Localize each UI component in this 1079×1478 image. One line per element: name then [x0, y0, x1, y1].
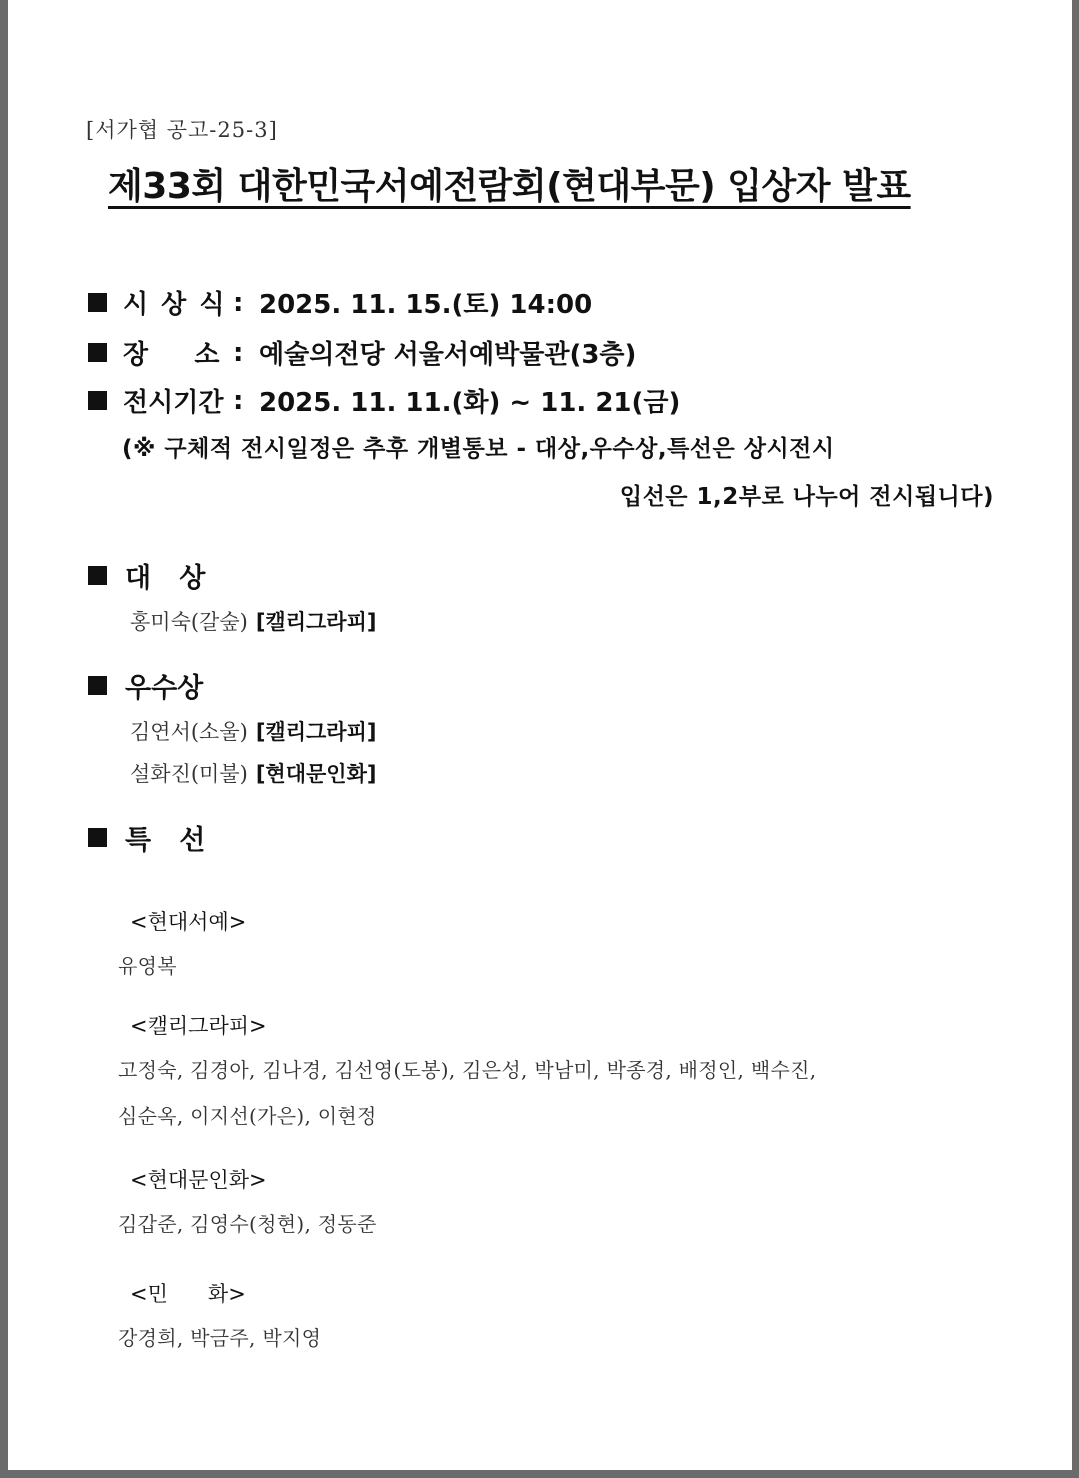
section-heading: 특 선 — [125, 825, 206, 856]
special-category: <현대서예> — [130, 910, 247, 934]
exhibition-note-line2: 입선은 1,2부로 나누어 전시됩니다) — [619, 484, 994, 510]
special-names: 김갑준, 김영수(청현), 정동준 — [118, 1212, 377, 1236]
square-bullet-icon — [88, 828, 107, 847]
section-heading: 대 상 — [125, 563, 206, 594]
special-category: <현대문인화> — [130, 1168, 267, 1192]
winner-name: 설화진(미불) — [130, 762, 248, 786]
exhibition-note-line1: (※ 구체적 전시일정은 추후 개별통보 - 대상,우수상,특선은 상시전시 — [122, 436, 835, 462]
info-label: 장 소 — [123, 340, 222, 370]
info-label: 전시기간 — [123, 388, 224, 418]
square-bullet-icon — [88, 343, 107, 362]
section-grand-prize — [88, 556, 205, 595]
info-value: 예술의전당 서울서예박물관(3층) — [259, 340, 637, 370]
square-bullet-icon — [88, 293, 107, 312]
info-colon: : — [233, 385, 244, 416]
special-names: 강경희, 박금주, 박지영 — [118, 1326, 322, 1350]
page-title: 제33회 대한민국서예전람회(현대부문) 입상자 발표 — [108, 166, 911, 207]
info-label: 시 상 식 — [123, 290, 227, 320]
winner-name: 김연서(소울) — [130, 720, 248, 744]
info-period — [88, 382, 680, 419]
info-ceremony — [88, 284, 592, 321]
section-special — [88, 818, 205, 857]
info-venue — [88, 334, 636, 371]
winner-category: [캘리그라피] — [255, 610, 377, 634]
square-bullet-icon — [88, 566, 107, 585]
winner-entry — [130, 716, 376, 746]
special-category: <민 화> — [130, 1282, 246, 1306]
special-category: <캘리그라피> — [130, 1014, 267, 1038]
info-value: 2025. 11. 15.(토) 14:00 — [259, 290, 593, 320]
square-bullet-icon — [88, 676, 107, 695]
info-value: 2025. 11. 11.(화) ~ 11. 21(금) — [259, 388, 681, 418]
section-heading: 우수상 — [125, 673, 204, 704]
winner-entry — [130, 758, 376, 788]
info-colon: : — [233, 287, 244, 318]
special-names: 심순옥, 이지선(가은), 이현정 — [118, 1104, 377, 1128]
winner-category: [캘리그라피] — [255, 720, 377, 744]
special-names: 고정숙, 김경아, 김나경, 김선영(도봉), 김은성, 박남미, 박종경, 배정인, 백수진, — [118, 1058, 817, 1082]
winner-entry — [130, 606, 376, 636]
section-excellence — [88, 666, 203, 705]
info-colon: : — [233, 337, 244, 368]
notice-number: [서가협 공고-25-3] — [86, 118, 278, 142]
special-names: 유영복 — [118, 954, 177, 978]
document-page — [8, 0, 1072, 1470]
square-bullet-icon — [88, 391, 107, 410]
winner-category: [현대문인화] — [255, 762, 377, 786]
winner-name: 홍미숙(갈숲) — [130, 610, 248, 634]
